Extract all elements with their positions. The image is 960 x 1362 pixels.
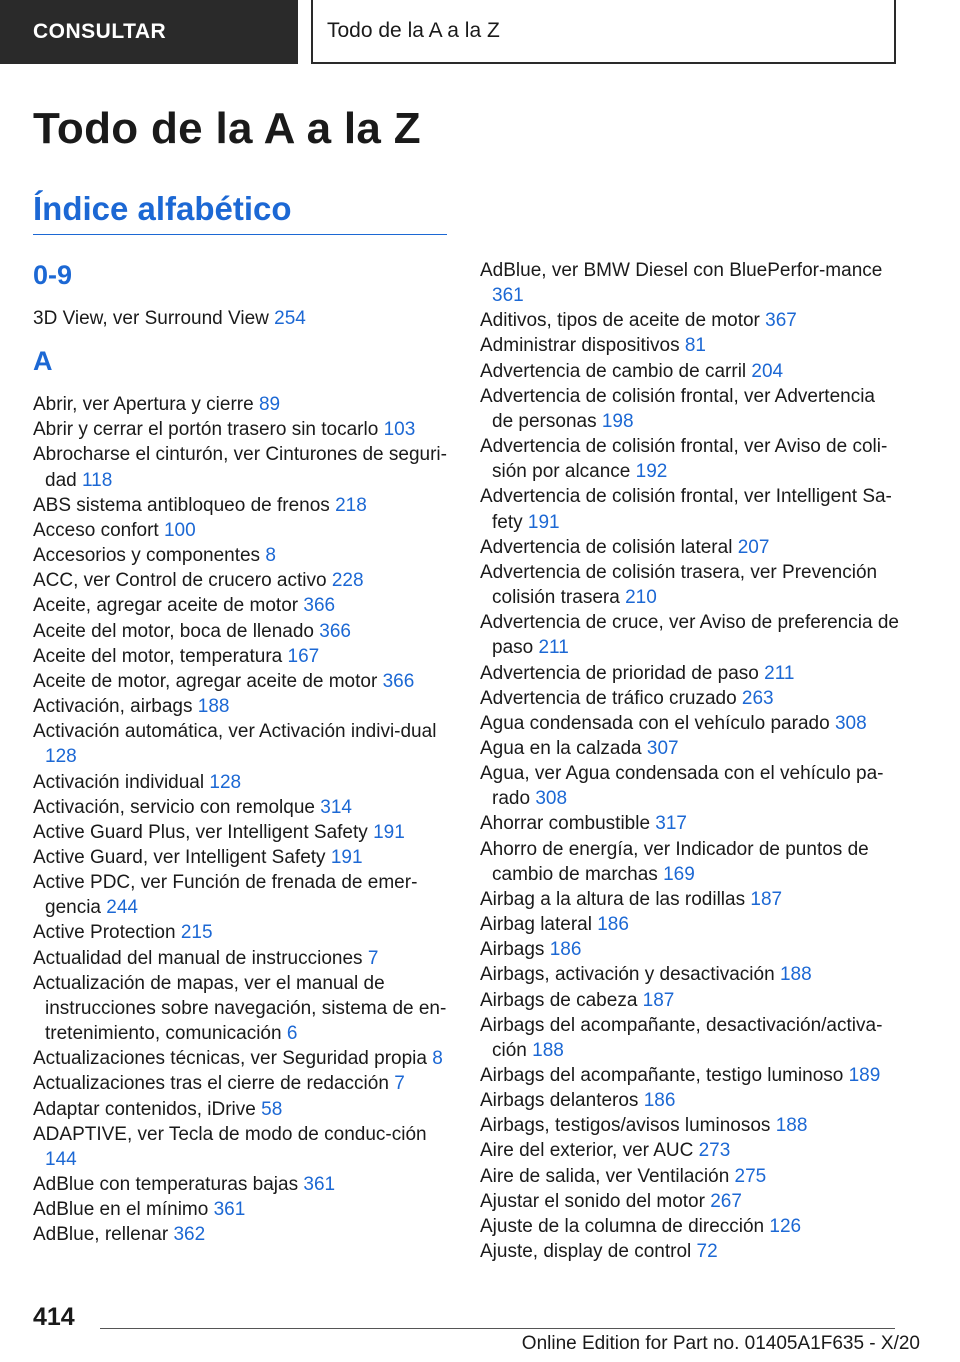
index-page-link[interactable]: 215 bbox=[180, 922, 213, 944]
index-page-link[interactable]: 186 bbox=[643, 1090, 676, 1112]
index-page-link[interactable]: 7 bbox=[394, 1073, 405, 1095]
index-entry-text: Abrir, ver Apertura y cierre bbox=[33, 394, 259, 416]
index-entry bbox=[480, 761, 900, 811]
index-entry-text: Active Guard, ver Intelligent Safety bbox=[33, 846, 331, 868]
index-column-right bbox=[480, 258, 900, 1264]
footer-divider bbox=[100, 1328, 895, 1329]
page-title: Todo de la A a la Z bbox=[33, 104, 421, 153]
index-page-link[interactable]: 308 bbox=[834, 712, 867, 734]
index-entry-text: Acceso confort bbox=[33, 519, 164, 541]
index-entry-text: Actualizaciones tras el cierre de redacción bbox=[33, 1073, 395, 1095]
index-entry-text: ABS sistema antibloqueo de frenos bbox=[33, 494, 336, 516]
index-page-link[interactable]: 366 bbox=[382, 670, 415, 692]
index-page-link[interactable]: 144 bbox=[45, 1148, 77, 1170]
index-entry-text: Advertencia de colisión frontal, ver Advertencia de personas bbox=[480, 385, 875, 432]
index-entry bbox=[33, 619, 453, 644]
index-page-link[interactable]: 126 bbox=[769, 1215, 802, 1237]
index-page-link[interactable]: 188 bbox=[532, 1039, 564, 1061]
index-entry bbox=[480, 1214, 900, 1239]
index-entry bbox=[33, 644, 453, 669]
index-entry-text: Aceite, agregar aceite de motor bbox=[33, 595, 304, 617]
index-entry bbox=[33, 795, 453, 820]
index-entry bbox=[33, 971, 453, 1046]
index-entry-text: Aceite de motor, agregar aceite de motor bbox=[33, 670, 383, 692]
index-page-link[interactable]: 128 bbox=[45, 746, 77, 768]
index-page-link[interactable]: 103 bbox=[383, 419, 416, 441]
index-entry-text: Airbag lateral bbox=[480, 914, 598, 936]
index-page-link[interactable]: 188 bbox=[779, 964, 812, 986]
index-entry bbox=[480, 258, 900, 308]
index-page-link[interactable]: 211 bbox=[764, 662, 795, 684]
index-page-link[interactable]: 198 bbox=[601, 410, 634, 432]
index-entry-text: Ajuste, display de control bbox=[480, 1241, 697, 1263]
index-entry-text: AdBlue, rellenar bbox=[33, 1224, 174, 1246]
index-entry-text: Administrar dispositivos bbox=[480, 335, 685, 357]
index-entry-text: AdBlue, ver BMW Diesel con BluePerfor-mance bbox=[480, 260, 883, 281]
index-page-link[interactable]: 188 bbox=[775, 1115, 808, 1137]
index-page-link[interactable]: 191 bbox=[527, 511, 560, 533]
index-page-link[interactable]: 187 bbox=[642, 989, 675, 1011]
index-entry-text: Aceite del motor, temperatura bbox=[33, 645, 288, 667]
index-entry bbox=[480, 736, 900, 761]
index-page-link[interactable]: 307 bbox=[646, 737, 679, 759]
index-entry bbox=[480, 308, 900, 333]
header-section-label: CONSULTAR bbox=[33, 20, 167, 43]
index-entry-text: Ahorro de energía, ver Indicador de puntos de cambio de marchas bbox=[480, 838, 869, 885]
index-page-link[interactable]: 366 bbox=[319, 620, 351, 642]
index-entry bbox=[33, 694, 453, 719]
index-entry-text: Abrir y cerrar el portón trasero sin tocarlo bbox=[33, 419, 384, 441]
index-entry bbox=[33, 845, 453, 870]
index-entry-text: Aditivos, tipos de aceite de motor bbox=[480, 310, 766, 332]
index-page-link[interactable]: 187 bbox=[750, 888, 783, 910]
index-entry-text: Advertencia de colisión lateral bbox=[480, 536, 738, 558]
index-entry-text: Active PDC, ver Función de frenada de emer-gencia bbox=[33, 872, 418, 919]
index-entry bbox=[480, 434, 900, 484]
index-page-link[interactable]: 100 bbox=[163, 519, 196, 541]
index-entry bbox=[33, 518, 453, 543]
index-entry bbox=[33, 669, 453, 694]
index-entry bbox=[33, 870, 453, 920]
index-entry bbox=[480, 560, 900, 610]
index-entry bbox=[480, 887, 900, 912]
index-page-link[interactable]: 362 bbox=[173, 1224, 206, 1246]
index-entry bbox=[480, 912, 900, 937]
index-page-link[interactable]: 58 bbox=[261, 1098, 283, 1120]
index-page-link[interactable]: 308 bbox=[535, 788, 568, 810]
index-entry-text: Adaptar contenidos, iDrive bbox=[33, 1098, 262, 1120]
section-title: Índice alfabético bbox=[33, 190, 447, 235]
index-page-link[interactable]: 273 bbox=[698, 1140, 731, 1162]
index-entry-text: Advertencia de prioridad de paso bbox=[480, 662, 765, 684]
index-entry-text: Active Protection bbox=[33, 922, 181, 944]
index-entry-text: Airbags, activación y desactivación bbox=[480, 964, 780, 986]
index-entry-text: Active Guard Plus, ver Intelligent Safety bbox=[33, 821, 374, 843]
index-page-link[interactable]: 188 bbox=[197, 696, 230, 718]
index-page-link[interactable]: 189 bbox=[848, 1065, 881, 1086]
index-entry-text: Activación, airbags bbox=[33, 696, 198, 718]
index-entry bbox=[33, 1197, 453, 1222]
index-page-link[interactable]: 191 bbox=[330, 846, 363, 868]
index-page-link[interactable]: 186 bbox=[597, 914, 629, 936]
index-entry-text: ACC, ver Control de crucero activo bbox=[33, 570, 332, 592]
index-page-link[interactable]: 128 bbox=[209, 771, 242, 793]
index-entry bbox=[480, 686, 900, 711]
index-entry-text: Airbags del acompañante, testigo luminoso bbox=[480, 1065, 849, 1086]
index-entry bbox=[480, 661, 900, 686]
index-page-link[interactable]: 89 bbox=[258, 394, 281, 416]
index-entry-text: Abrocharse el cinturón, ver Cinturones de seguri-dad bbox=[33, 444, 447, 491]
index-entry-text: Agua, ver Agua condensada con el vehículo pa-rado bbox=[480, 763, 884, 810]
index-entry bbox=[480, 1138, 900, 1163]
index-entry-text: Airbags de cabeza bbox=[480, 989, 643, 1011]
index-entry bbox=[33, 1122, 453, 1172]
index-page-link[interactable]: 186 bbox=[549, 939, 582, 961]
index-entry bbox=[480, 333, 900, 358]
index-entry-text: Ajustar el sonido del motor bbox=[480, 1190, 711, 1212]
index-entry-text: Activación automática, ver Activación indivi-dual bbox=[33, 721, 437, 743]
index-entry bbox=[480, 359, 900, 384]
index-entry bbox=[33, 1071, 453, 1096]
index-entry-text: Airbags delanteros bbox=[480, 1090, 644, 1112]
index-entry-text: Advertencia de tráfico cruzado bbox=[480, 687, 742, 709]
footer-edition: Online Edition for Part no. 01405A1F635 - X/20 bbox=[521, 1333, 920, 1354]
index-entry-text: AdBlue en el mínimo bbox=[33, 1199, 214, 1221]
index-entry bbox=[33, 568, 453, 593]
index-page-link[interactable]: 361 bbox=[213, 1199, 246, 1221]
index-entry bbox=[33, 920, 453, 945]
index-entry-text: Activación, servicio con remolque bbox=[33, 796, 321, 818]
index-entry-text: Accesorios y componentes bbox=[33, 545, 266, 567]
index-entry-text: Airbags bbox=[480, 939, 550, 961]
index-page-link[interactable]: 192 bbox=[635, 461, 668, 483]
index-page-link[interactable]: 244 bbox=[106, 897, 138, 919]
index-entry bbox=[480, 610, 900, 660]
index-entry bbox=[33, 442, 453, 492]
index-entry bbox=[33, 1222, 453, 1247]
header-chapter-tab bbox=[311, 0, 896, 64]
index-entry-text: 3D View, ver Surround View bbox=[33, 308, 275, 329]
index-page-link[interactable]: 275 bbox=[734, 1165, 767, 1187]
index-entry-text: Advertencia de colisión frontal, ver Aviso de coli-sión por alcance bbox=[480, 436, 888, 483]
index-entry bbox=[33, 306, 453, 331]
index-entry bbox=[480, 1013, 900, 1063]
index-entry-text: Activación individual bbox=[33, 771, 210, 793]
index-entry bbox=[480, 937, 900, 962]
index-entry bbox=[480, 384, 900, 434]
index-entry bbox=[33, 1172, 453, 1197]
index-letter-heading: A bbox=[33, 346, 53, 377]
index-entry-text: Aire de salida, ver Ventilación bbox=[480, 1165, 735, 1187]
header-section-tab bbox=[0, 0, 298, 64]
index-entry bbox=[480, 535, 900, 560]
index-entry-text: Advertencia de colisión frontal, ver Intelligent Sa-fety bbox=[480, 486, 892, 533]
index-page-link[interactable]: 207 bbox=[737, 536, 770, 558]
index-entry bbox=[33, 493, 453, 518]
index-entry bbox=[480, 1063, 900, 1088]
index-page-link[interactable]: 361 bbox=[492, 285, 524, 307]
index-entry bbox=[480, 1239, 900, 1264]
index-page-link[interactable]: 254 bbox=[274, 308, 306, 329]
index-entry bbox=[480, 1164, 900, 1189]
index-entry bbox=[480, 837, 900, 887]
index-entry-text: AdBlue con temperaturas bajas bbox=[33, 1174, 304, 1195]
index-page-link[interactable]: 211 bbox=[538, 637, 569, 659]
index-page-link[interactable]: 6 bbox=[286, 1023, 298, 1045]
index-page-link[interactable]: 8 bbox=[265, 545, 276, 567]
index-page-link[interactable]: 218 bbox=[335, 494, 367, 516]
index-page-link[interactable]: 8 bbox=[432, 1048, 443, 1070]
index-entry-text: Advertencia de cambio de carril bbox=[480, 360, 752, 382]
index-entry bbox=[33, 719, 453, 769]
index-page-link[interactable]: 169 bbox=[663, 863, 695, 885]
index-entry-text: Aire del exterior, ver AUC bbox=[480, 1140, 699, 1162]
index-entry bbox=[33, 543, 453, 568]
index-entry-text: Actualizaciones técnicas, ver Seguridad propia bbox=[33, 1048, 433, 1070]
index-letter-heading: 0-9 bbox=[33, 260, 73, 290]
index-page-link[interactable]: 72 bbox=[696, 1241, 718, 1263]
index-entry bbox=[480, 484, 900, 534]
index-entry-text: Airbags, testigos/avisos luminosos bbox=[480, 1115, 776, 1137]
index-page-link[interactable]: 7 bbox=[367, 947, 379, 969]
index-page-link[interactable]: 228 bbox=[331, 570, 364, 592]
index-entry bbox=[33, 1097, 453, 1122]
index-entry bbox=[33, 946, 453, 971]
index-entry-text: Advertencia de cruce, ver Aviso de preferencia de paso bbox=[480, 612, 899, 659]
index-entry bbox=[33, 417, 453, 442]
index-entry bbox=[480, 711, 900, 736]
index-entry-text: Airbags del acompañante, desactivación/activa-ción bbox=[480, 1014, 883, 1061]
index-entry-text: Advertencia de colisión trasera, ver Prevención colisión trasera bbox=[480, 561, 878, 609]
index-entry bbox=[480, 988, 900, 1013]
index-entry bbox=[480, 1113, 900, 1138]
index-page-link[interactable]: 366 bbox=[303, 595, 336, 617]
index-entry bbox=[33, 392, 453, 417]
index-page-link[interactable]: 81 bbox=[684, 335, 706, 357]
index-page-link[interactable]: 367 bbox=[765, 310, 797, 332]
index-page-link[interactable]: 361 bbox=[303, 1174, 336, 1195]
index-page-link[interactable]: 267 bbox=[710, 1190, 742, 1212]
index-page-link[interactable]: 314 bbox=[320, 796, 352, 818]
index-page-link[interactable]: 191 bbox=[373, 821, 405, 843]
index-page-link[interactable]: 167 bbox=[287, 645, 320, 667]
index-page-link[interactable]: 118 bbox=[81, 469, 113, 491]
index-entry bbox=[33, 1046, 453, 1071]
index-entry-text: Aceite del motor, boca de llenado bbox=[33, 620, 320, 642]
index-entry-text: Actualización de mapas, ver el manual de instrucciones sobre navegación, sistema de en-tretenimiento, comunicación bbox=[33, 972, 447, 1045]
header-chapter-label: Todo de la A a la Z bbox=[327, 19, 500, 42]
index-entry bbox=[33, 593, 453, 618]
index-entry bbox=[33, 770, 453, 795]
index-page-link[interactable]: 263 bbox=[741, 687, 774, 709]
index-entry bbox=[480, 962, 900, 987]
index-page-link[interactable]: 204 bbox=[751, 360, 784, 382]
index-page-link[interactable]: 210 bbox=[625, 587, 657, 609]
index-entry-text: Airbag a la altura de las rodillas bbox=[480, 888, 751, 910]
index-entry-text: Agua en la calzada bbox=[480, 737, 647, 759]
index-entry-text: ADAPTIVE, ver Tecla de modo de conduc-ción bbox=[33, 1123, 427, 1145]
index-page-link[interactable]: 317 bbox=[655, 813, 687, 835]
page-number: 414 bbox=[33, 1303, 75, 1331]
index-column-left bbox=[33, 258, 453, 1247]
index-entry-text: Actualidad del manual de instrucciones bbox=[33, 947, 368, 969]
index-entry-text: Agua condensada con el vehículo parado bbox=[480, 712, 835, 734]
index-entry-text: Ahorrar combustible bbox=[480, 813, 656, 835]
index-entry bbox=[33, 820, 453, 845]
index-entry bbox=[480, 1088, 900, 1113]
index-entry bbox=[480, 1189, 900, 1214]
index-entry-text: Ajuste de la columna de dirección bbox=[480, 1215, 770, 1237]
index-entry bbox=[480, 811, 900, 836]
